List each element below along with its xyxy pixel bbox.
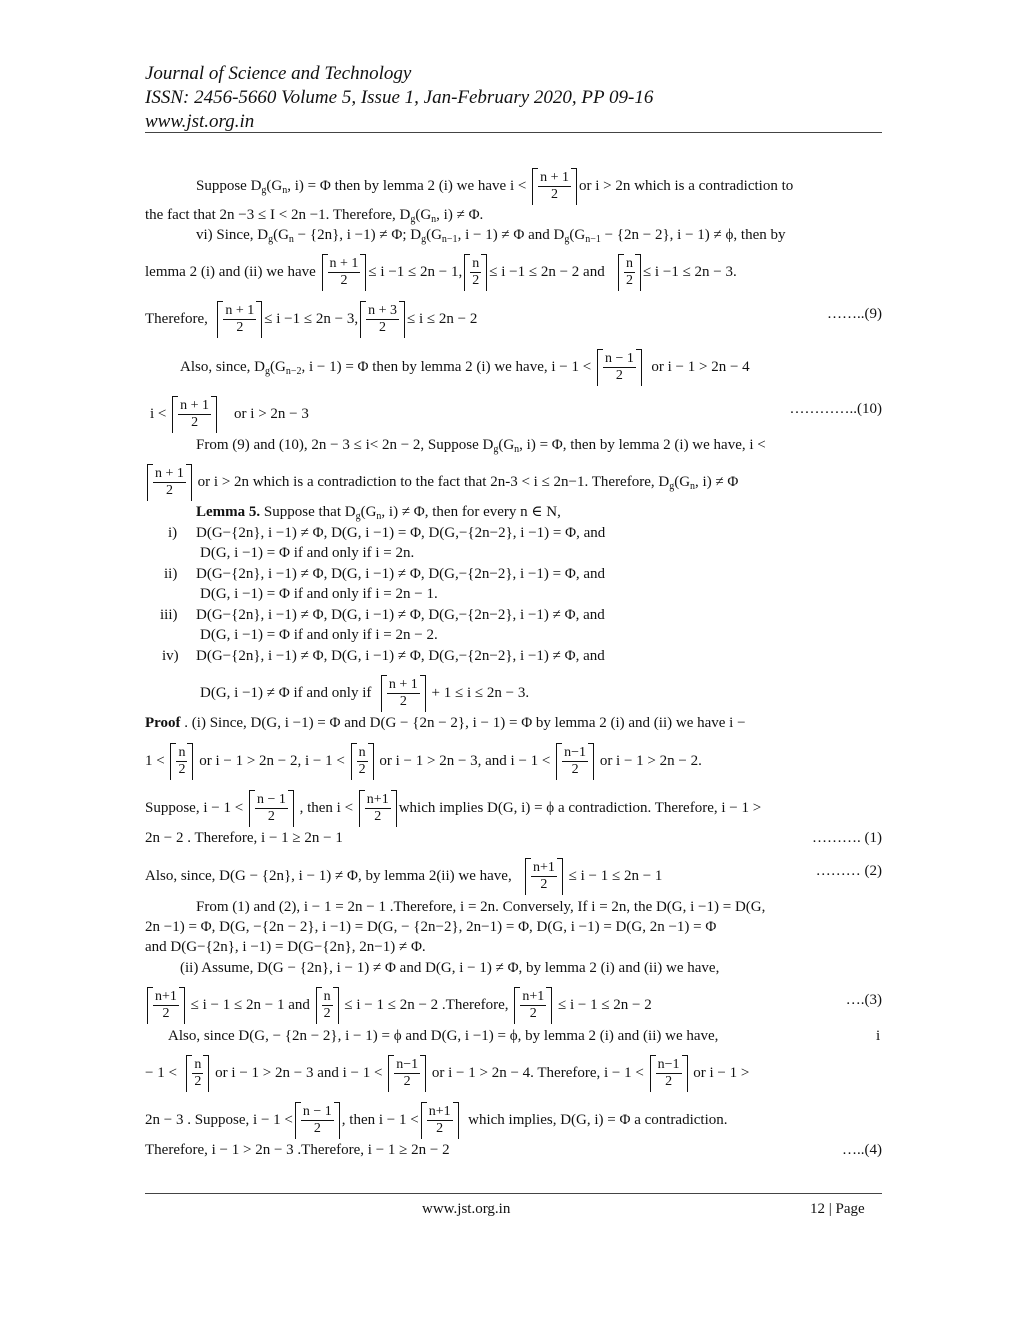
subscript: g xyxy=(355,511,361,522)
subscript: g xyxy=(268,234,274,245)
list-item: D(G, i −1) = Φ if and only if i = 2n − 1. xyxy=(200,586,438,602)
text-line: Therefore, $\frac{n + 1}{2}$ ≤ i −1 ≤ 2n − 3, $\frac{n + 3}{2}$ ≤ i ≤ 2n − 2 xyxy=(145,303,478,335)
ceiling-fraction: $\frac{n + 1}{2}$ xyxy=(381,677,426,710)
list-item-label: iii) xyxy=(160,607,178,623)
text-line: 1 < $\frac{n}{2}$ or i − 1 > 2n − 2, i − 1 < $\frac{n}{2}$ or i − 1 > 2n − 3, and i − 1 < $\frac{n-1}{2}$ or i − 1 > 2n − 2. xyxy=(145,745,702,777)
subscript: n xyxy=(514,444,520,455)
text-line: i xyxy=(876,1028,881,1044)
list-item-label: ii) xyxy=(164,566,178,582)
ceiling-fraction: $\frac{n-1}{2}$ xyxy=(388,1057,426,1090)
ceiling-fraction: $\frac{n}{2}$ xyxy=(618,256,641,289)
equation-number: …..(4) xyxy=(842,1142,882,1158)
text-line: Also, since D(G, − {2n − 2}, i − 1) = ϕ and D(G, i −1) = ϕ, by lemma 2 (i) and (ii) we have, xyxy=(168,1028,719,1044)
text-line: $\frac{n + 1}{2}$ or i > 2n which is a contradiction to the fact that 2n-3 < i ≤ 2n−1. Therefore, $D_g(G_n$, i) ≠ Φ xyxy=(145,466,738,499)
ceiling-fraction: $\frac{n + 1}{2}$ xyxy=(147,466,192,499)
text-line: Also, since, D(G − {2n}, i − 1) ≠ Φ, by lemma 2(ii) we have, $\frac{n+1}{2}$ ≤ i − 1 ≤ 2n − 1 xyxy=(145,860,663,892)
text-line: $\frac{n+1}{2}$ ≤ i − 1 ≤ 2n − 1 and $\frac{n}{2}$ ≤ i − 1 ≤ 2n − 2 .Therefore, $\frac{n+1}{2}$ ≤ i − 1 ≤ 2n − 2 xyxy=(145,989,652,1022)
ceiling-fraction: $\frac{n + 1}{2}$ xyxy=(532,170,577,203)
subscript: g xyxy=(410,214,416,225)
ceiling-fraction: $\frac{n - 1}{2}$ xyxy=(249,792,294,825)
journal-issn: ISSN: 2456-5660 Volume 5, Issue 1, Jan-February 2020, PP 09-16 xyxy=(145,87,654,108)
subscript: g xyxy=(564,234,570,245)
list-item: D(G−{2n}, i −1) ≠ Φ, D(G, i −1) ≠ Φ, D(G,−{2n−2}, i −1) = Φ, and xyxy=(196,566,605,582)
ceiling-fraction: $\frac{n - 1}{2}$ xyxy=(597,351,642,384)
lemma-heading: Lemma 5. Suppose that $D_g(G_n$, i) ≠ Φ, then for every n ∈ N, xyxy=(196,504,561,522)
text-line: i < $\frac{n + 1}{2}$ or i > 2n − 3 xyxy=(150,398,309,430)
text-line: Therefore, i − 1 > 2n − 3 .Therefore, i − 1 ≥ 2n − 2 xyxy=(145,1142,450,1158)
subscript: n xyxy=(288,234,294,245)
equation-number: ………. (1) xyxy=(812,830,882,846)
ceiling-fraction: $\frac{n - 1}{2}$ xyxy=(295,1104,340,1137)
page-number: 12 | Page xyxy=(810,1201,865,1217)
text-line: From (9) and (10), 2n − 3 ≤ i< 2n − 2, Suppose $D_g(G_n$, i) = Φ, then by lemma 2 (i) we have, i < xyxy=(196,437,766,455)
text-line: vi) Since, $D_g(G_n - \{2n\}$, i −1) ≠ Φ; $D_g(G_{n-1}$, i − 1) ≠ Φ and $D_g(G_{n-1} - \{2n - 2\}$, i − 1) ≠ ϕ, then by xyxy=(196,227,786,245)
footer-site: www.jst.org.in xyxy=(422,1201,511,1217)
text-line: 2n −1) = Φ, D(G, −{2n − 2}, i −1) = D(G, − {2n−2}, 2n−1) = Φ, D(G, i −1) = D(G, 2n −1) = Φ xyxy=(145,919,717,935)
journal-site: www.jst.org.in xyxy=(145,111,255,132)
text-line: 2n − 2 . Therefore, i − 1 ≥ 2n − 1 xyxy=(145,830,343,846)
ceiling-fraction: $\frac{n-1}{2}$ xyxy=(556,745,594,778)
equation-number: ……..(9) xyxy=(827,306,882,322)
text-line: (ii) Assume, D(G − {2n}, i − 1) ≠ Φ and D(G, i − 1) ≠ Φ, by lemma 2 (i) and (ii) we have, xyxy=(180,960,720,976)
subscript: n−1 xyxy=(585,234,601,245)
list-item: D(G−{2n}, i −1) ≠ Φ, D(G, i −1) ≠ Φ, D(G,−{2n−2}, i −1) ≠ Φ, and xyxy=(196,607,605,623)
ceiling-fraction: $\frac{n}{2}$ xyxy=(170,745,193,778)
text-line: lemma 2 (i) and (ii) we have $\frac{n + 1}{2}$ ≤ i −1 ≤ 2n − 1, $\frac{n}{2}$ ≤ i −1 ≤ 2n − 2 and $\frac{n}{2}$ ≤ i −1 ≤ 2n − 3. xyxy=(145,256,737,288)
list-item-label: iv) xyxy=(162,648,179,664)
text-line: Suppose $D_g(G_n$, i) = Φ then by lemma 2 (i) we have i < $\frac{n + 1}{2}$ or i > 2n which is a contradiction to xyxy=(196,170,794,202)
ceiling-fraction: $\frac{n + 1}{2}$ xyxy=(172,398,217,431)
ceiling-fraction: $\frac{n+1}{2}$ xyxy=(421,1104,459,1137)
subscript: g xyxy=(493,444,499,455)
ceiling-fraction: $\frac{n+1}{2}$ xyxy=(525,860,563,893)
list-item-label: i) xyxy=(168,525,178,541)
ceiling-fraction: $\frac{n + 1}{2}$ xyxy=(217,303,262,336)
ceiling-fraction: $\frac{n + 3}{2}$ xyxy=(360,303,405,336)
ceiling-fraction: $\frac{n}{2}$ xyxy=(186,1057,209,1090)
subscript: n−2 xyxy=(285,365,302,377)
ceiling-fraction: $\frac{n-1}{2}$ xyxy=(650,1057,688,1090)
list-item: D(G, i −1) ≠ Φ if and only if $\frac{n + 1}{2}$ + 1 ≤ i ≤ 2n − 3. xyxy=(200,677,530,709)
subscript: n xyxy=(431,214,437,225)
text-line: Also, since, $D_g(G_{n-2}$, i − 1) = Φ then by lemma 2 (i) we have, i − 1 < $\frac{n - 1}{2}$ or i − 1 > 2n − 4 xyxy=(180,351,750,383)
subscript: n xyxy=(282,184,288,196)
header-rule xyxy=(145,132,882,133)
list-item: D(G−{2n}, i −1) ≠ Φ, D(G, i −1) ≠ Φ, D(G,−{2n−2}, i −1) ≠ Φ, and xyxy=(196,648,605,664)
equation-number: ….(3) xyxy=(845,992,882,1008)
text-line: From (1) and (2), i − 1 = 2n − 1 .Therefore, i = 2n. Conversely, If i = 2n, the D(G, i −1) = D(G, xyxy=(196,899,766,915)
text-line: − 1 < $\frac{n}{2}$ or i − 1 > 2n − 3 and i − 1 < $\frac{n-1}{2}$ or i − 1 > 2n − 4. Therefore, i − 1 < $\frac{n-1}{2}$ or i − 1 > xyxy=(145,1057,750,1089)
equation-number: …………..(10) xyxy=(789,401,882,417)
ceiling-fraction: $\frac{n+1}{2}$ xyxy=(359,792,397,825)
ceiling-fraction: $\frac{n+1}{2}$ xyxy=(514,989,552,1022)
ceiling-fraction: $\frac{n + 1}{2}$ xyxy=(322,256,367,289)
ceiling-fraction: $\frac{n}{2}$ xyxy=(464,256,487,289)
ceiling-fraction: $\frac{n}{2}$ xyxy=(351,745,374,778)
text-line: the fact that 2n −3 ≤ I < 2n −1. Therefore, $D_g(G_n$, i) ≠ Φ. xyxy=(145,207,484,225)
text-line: Suppose, i − 1 < $\frac{n - 1}{2}$ , then i < $\frac{n+1}{2}$ which implies D(G, i) = ϕ a contradiction. Therefore, i − 1 > xyxy=(145,792,762,824)
footer-rule xyxy=(145,1193,882,1194)
subscript: n xyxy=(690,480,696,492)
subscript: n−1 xyxy=(441,234,458,245)
subscript: g xyxy=(261,184,267,196)
subscript: g xyxy=(421,234,427,245)
journal-title: Journal of Science and Technology xyxy=(145,63,412,84)
ceiling-fraction: $\frac{n}{2}$ xyxy=(316,989,339,1022)
ceiling-fraction: $\frac{n+1}{2}$ xyxy=(147,989,185,1022)
list-item: D(G−{2n}, i −1) ≠ Φ, D(G, i −1) = Φ, D(G,−{2n−2}, i −1) = Φ, and xyxy=(196,525,606,541)
proof-line: Proof . (i) Since, D(G, i −1) = Φ and D(G − {2n − 2}, i − 1) = Φ by lemma 2 (i) and (ii) we have i − xyxy=(145,715,746,731)
equation-number: ……… (2) xyxy=(815,863,882,879)
text-line: 2n − 3 . Suppose, i − 1 < $\frac{n - 1}{2}$ , then i − 1 < $\frac{n+1}{2}$ which implies, D(G, i) = Φ a contradiction. xyxy=(145,1104,728,1136)
text-line: and D(G−{2n}, i −1) = D(G−{2n}, 2n−1) ≠ Φ. xyxy=(145,939,426,955)
subscript: g xyxy=(265,365,270,377)
subscript: g xyxy=(669,480,675,492)
list-item: D(G, i −1) = Φ if and only if i = 2n. xyxy=(200,545,415,561)
list-item: D(G, i −1) = Φ if and only if i = 2n − 2. xyxy=(200,627,438,643)
subscript: n xyxy=(376,511,382,522)
